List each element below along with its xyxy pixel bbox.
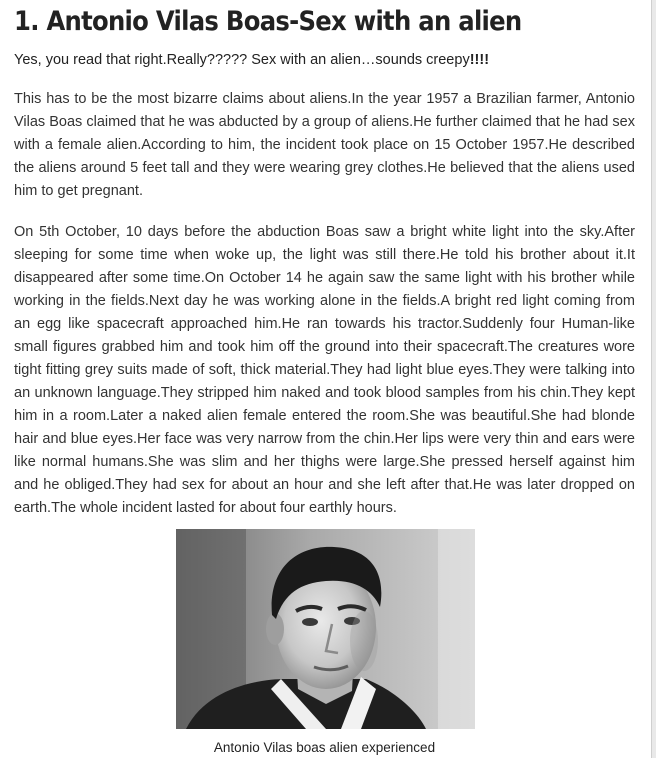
intro-text: Yes, you read that right.Really????? Sex with an alien…sounds creepy [14,52,470,68]
paragraph-abduction: On 5th October, 10 days before the abduction Boas saw a bright white light into the sky.After sleeping for some time when woke up, the light was still there.He told his brother about it.It disappeared after some time.On October 14 he again saw the same light with his brother while working in the fields.Next day he was working alone in the fields.A bright red light coming from an egg like spacecraft approached him.He ran towards his tractor.Suddenly four Human-like small figures grabbed him and took him off the ground into their spacecraft.The creatures wore tight fitting grey suits made of soft, thick material.They had light blue eyes.They were talking into an unknown language.They stripped him naked and took blood samples from his chin.They kept him in a room.Later a naked alien female entered the room.She was beautiful.She had blonde hair and blue eyes.Her face was very narrow from the chin.Her lips were very thin and ears were like normal humans.She was slim and her thighs were large.She pressed herself against him and he obliged.They had sex for about an hour and she left after that.He was later dropped on earth.The whole incident lasted for about four earthly hours. [14,224,635,516]
portrait-photo [176,529,475,729]
article [14,0,635,520]
paragraph-background: This has to be the most bizarre claims about aliens.In the year 1957 a Brazilian farmer, Antonio Vilas Boas claimed that he was abducted by a group of aliens.He further claimed that he had sex with a female alien.According to him, the incident took place on 15 October 1957.He described the aliens around 5 feet tall and they were wearing grey clothes.He believed that the aliens used him to get pregnant. [14,91,635,199]
photo-caption: Antonio Vilas boas alien experienced [213,740,436,755]
intro-emphasis: !!!! [469,52,490,68]
article-title: 1. Antonio Vilas Boas-Sex with an alien [14,6,522,37]
intro-line [14,50,635,70]
scrollbar-track[interactable] [651,0,656,758]
